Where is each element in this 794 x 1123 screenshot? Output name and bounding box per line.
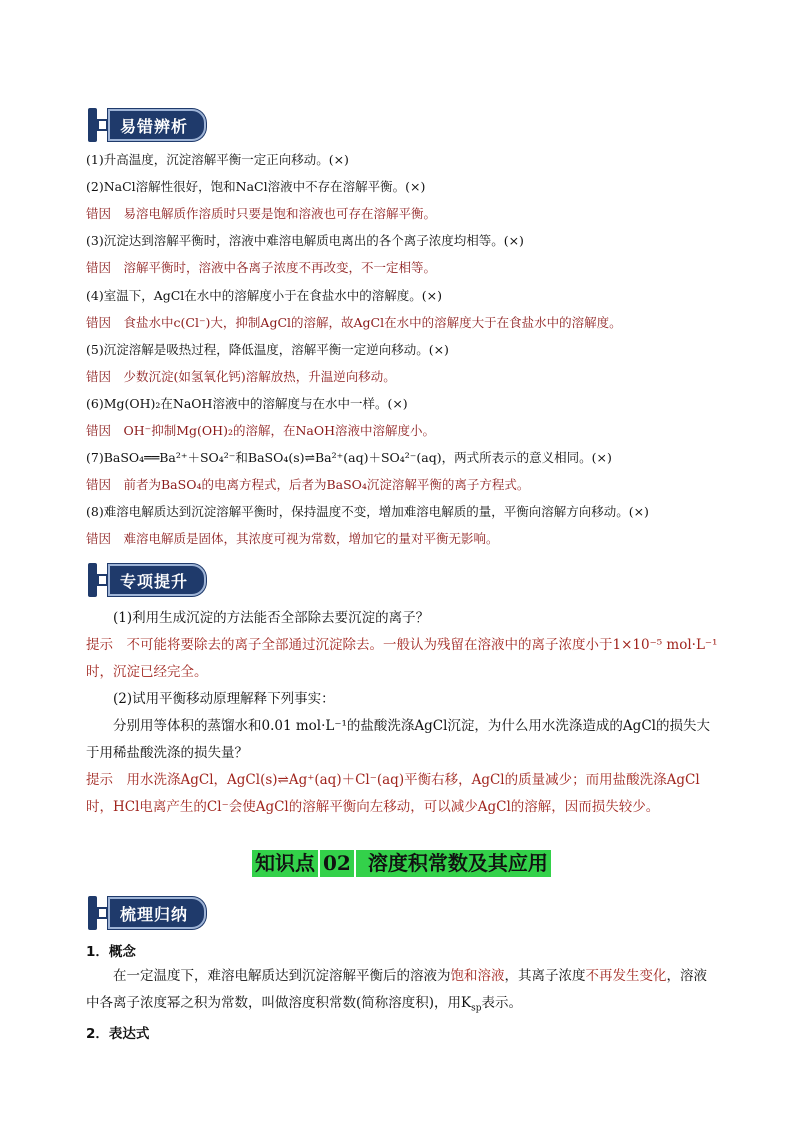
special-question-1: (1)利用生成沉淀的方法能否全部除去要沉淀的离子？ [113,610,430,626]
error-reason: 错因 食盐水中c(Cl⁻)大，抑制AgCl的溶解，故AgCl在水中的溶解度大于在食盐水中的溶解度。 [86,314,622,330]
judgment-item: (4)室温下，AgCl在水中的溶解度小于在食盐水中的溶解度。(×) [86,287,443,303]
error-reason: 错因 易溶电解质作溶质时只要是饱和溶液也可存在溶解平衡。 [86,206,437,222]
title-part-a: 知识点 [252,850,318,877]
judgment-item: (8)难溶电解质达到沉淀溶解平衡时，保持温度不变，增加难溶电解质的量，平衡向溶解方向移动。(×) [86,504,649,520]
concept-text: ，其离子浓度 [504,968,586,984]
title-part-b: 02 [320,850,354,877]
concept-heading: 1．概念 [86,944,136,960]
judgment-item: (1)升高温度，沉淀溶解平衡一定正向移动。(×) [86,152,349,167]
special-answer-1: 提示 不可能将要除去的离子全部通过沉淀除去。一般认为残留在溶液中的离子浓度小于1×10⁻⁵ mol·L⁻¹时，沉淀已经完全。 [86,637,718,680]
error-reason: 错因 难溶电解质是固体，其浓度可视为常数，增加它的量对平衡无影响。 [86,531,499,547]
header-bracket-icon [88,108,108,142]
judgment-item: (6)Mg(OH)₂在NaOH溶液中的溶解度与在水中一样。(×) [86,395,408,411]
section-header-special-improvement [88,563,206,597]
header-label: 梳理归纳 [108,897,206,929]
concept-text: 表示。 [481,995,523,1011]
header-bracket-icon [88,563,108,597]
header-bracket-icon [88,896,108,930]
header-label: 专项提升 [108,564,206,596]
judgment-item: (5)沉淀溶解是吸热过程，降低温度，溶解平衡一定逆向移动。(×) [86,341,449,357]
concept-text: ，溶液中各离子浓度幂之积为常数，叫做溶度积常数(简称溶度积)，用K [86,968,707,1011]
section-header-summary [88,896,206,930]
judgment-item: (7)BaSO₄══Ba²⁺＋SO₄²⁻和BaSO₄(s)⇌Ba²⁺(aq)＋SO₄²⁻(aq)，两式所表示的意义相同。(×) [86,450,612,466]
special-question-2-body: 分别用等体积的蒸馏水和0.01 mol·L⁻¹的盐酸洗涤AgCl沉淀，为什么用水洗涤造成的AgCl的损失大于用稀盐酸洗涤的损失量？ [86,718,710,761]
error-reason: 错因 少数沉淀(如氢氧化钙)溶解放热，升温逆向移动。 [86,368,396,384]
error-reason: 错因 前者为BaSO₄的电离方程式，后者为BaSO₄沉淀溶解平衡的离子方程式。 [86,477,530,493]
concept-key-term: 不再发生变化 [585,968,667,984]
expression-heading: 2．表达式 [86,1026,150,1042]
error-reason: 错因 溶解平衡时，溶液中各离子浓度不再改变，不一定相等。 [86,260,437,276]
special-question-2: (2)试用平衡移动原理解释下列事实： [113,691,335,707]
concept-body [86,963,720,1023]
title-part-c: 溶度积常数及其应用 [356,850,551,877]
judgment-item: (2)NaCl溶解性很好，饱和NaCl溶液中不存在溶解平衡。(×) [86,179,426,195]
judgment-item: (3)沉淀达到溶解平衡时，溶液中难溶电解质电离出的各个离子浓度均相等。(×) [86,233,524,249]
error-reason: 错因 OH⁻抑制Mg(OH)₂的溶解，在NaOH溶液中溶解度小。 [86,423,435,438]
ksp-subscript: sp [471,1003,482,1014]
concept-text: 在一定温度下，难溶电解质达到沉淀溶解平衡后的溶液为 [113,968,451,984]
special-answer-2: 提示 用水洗涤AgCl，AgCl(s)⇌Ag⁺(aq)＋Cl⁻(aq)平衡右移，AgCl的质量减少；而用盐酸洗涤AgCl时，HCl电离产生的Cl⁻会使AgCl的溶解平衡向左移动，可以减少AgCl的溶解，因而损失较少。 [86,772,700,815]
concept-key-term: 饱和溶液 [450,968,505,984]
section-header-error-analysis [88,108,206,142]
header-label: 易错辨析 [108,109,206,141]
knowledge-point-title [252,850,551,877]
